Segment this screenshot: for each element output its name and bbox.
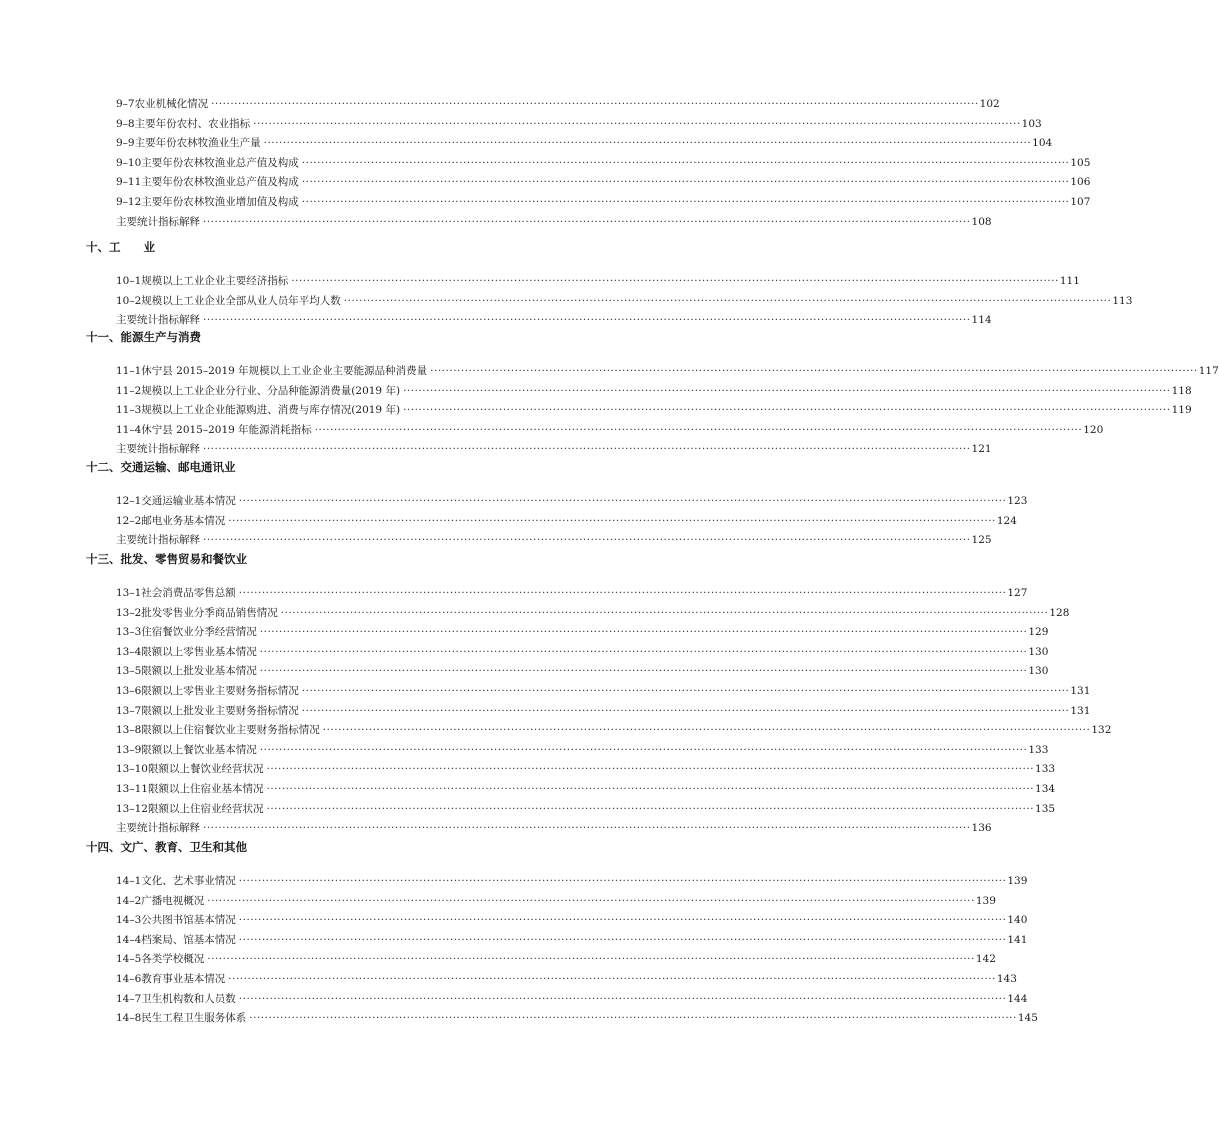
- dot-leader: ········································································································································································································: [211, 98, 979, 110]
- dot-leader: ········································································································································································································: [203, 822, 971, 835]
- entry-number: 14–4: [116, 933, 142, 946]
- entry-title: 公共图书馆基本情况: [141, 914, 236, 927]
- entry-title: 限额以上零售业主要财务指标情况: [141, 685, 299, 697]
- entry-page-number: 103: [1021, 117, 1042, 130]
- toc-entry[interactable]: [116, 800, 1056, 820]
- dot-leader: ········································································································································································································: [203, 215, 971, 228]
- entry-page-number: 107: [1070, 196, 1091, 208]
- dot-leader: ········································································································································································································: [203, 534, 971, 547]
- entry-title: 限额以上批发业主要财务指标情况: [141, 704, 299, 717]
- entry-title: 限额以上餐饮业基本情况: [141, 743, 257, 756]
- dot-leader: ········································································································································································································: [301, 176, 1070, 189]
- toc-entry[interactable]: [116, 970, 1017, 990]
- entry-page-number: 144: [1007, 992, 1028, 1005]
- entry-title: 主要年份农林牧渔业生产量: [134, 137, 261, 150]
- section-heading: 十四、文广、教育、卫生和其他: [86, 840, 247, 854]
- toc-entry[interactable]: [116, 682, 1091, 702]
- entry-page-number: 108: [971, 215, 992, 228]
- entry-page-number: 114: [971, 314, 992, 327]
- toc-entry[interactable]: [116, 173, 1091, 193]
- entry-number: 13–9: [116, 743, 142, 756]
- dot-leader: ········································································································································································································: [228, 514, 996, 527]
- dot-leader: ········································································································································································································: [238, 495, 1007, 507]
- toc-entry[interactable]: [116, 401, 1192, 421]
- entry-page-number: 132: [1091, 724, 1112, 737]
- entry-number: 13–4: [116, 645, 142, 658]
- toc-entry[interactable]: [116, 892, 996, 912]
- entry-page-number: 118: [1171, 384, 1192, 397]
- toc-entry[interactable]: [116, 643, 1049, 663]
- dot-leader: ········································································································································································································: [322, 724, 1091, 737]
- dot-leader: ········································································································································································································: [280, 606, 1049, 619]
- entry-page-number: 105: [1070, 156, 1091, 169]
- entry-page-number: 123: [1007, 495, 1028, 507]
- toc-entry[interactable]: [116, 662, 1049, 682]
- entry-page-number: 121: [971, 443, 992, 456]
- entry-title: 住宿餐饮业分季经营情况: [141, 626, 257, 639]
- entry-page-number: 139: [975, 894, 996, 907]
- entry-number: 13–5: [116, 665, 142, 678]
- entry-title: 主要年份农村、农业指标: [134, 117, 251, 130]
- toc-entry[interactable]: [116, 604, 1070, 624]
- entry-number: 13–12: [116, 802, 148, 815]
- toc-entry[interactable]: [116, 272, 1080, 292]
- entry-page-number: 134: [1035, 783, 1056, 795]
- entry-title: 农业机械化情况: [134, 98, 209, 110]
- entry-page-number: 136: [971, 822, 992, 835]
- dot-leader: ········································································································································································································: [263, 137, 1032, 150]
- entry-title: 主要统计指标解释: [116, 534, 200, 547]
- entry-title: 社会消费品零售总额: [141, 587, 236, 599]
- dot-leader: ········································································································································································································: [266, 763, 1035, 776]
- entry-page-number: 133: [1028, 743, 1049, 756]
- dot-leader: ········································································································································································································: [343, 294, 1112, 307]
- entry-number: 13–7: [116, 704, 142, 717]
- entry-page-number: 139: [1007, 875, 1028, 887]
- entry-title: 主要年份农林牧渔业增加值及构成: [141, 196, 299, 208]
- entry-number: 14–7: [116, 992, 142, 1005]
- dot-leader: ········································································································································································································: [259, 665, 1028, 678]
- entry-page-number: 145: [1017, 1012, 1038, 1025]
- entry-number: 12–1: [116, 495, 142, 507]
- entry-page-number: 124: [996, 514, 1017, 527]
- dot-leader: ········································································································································································································: [203, 443, 971, 456]
- entry-number: 9–7: [116, 98, 135, 110]
- dot-leader: ········································································································································································································: [259, 743, 1028, 756]
- toc-entry[interactable]: [116, 134, 1053, 154]
- toc-entry[interactable]: [116, 362, 1219, 382]
- entry-number: 11–2: [116, 384, 142, 397]
- toc-entry[interactable]: [116, 1009, 1038, 1029]
- toc-entry[interactable]: [116, 780, 1056, 800]
- dot-leader: ········································································································································································································: [266, 783, 1035, 795]
- dot-leader: ········································································································································································································: [291, 275, 1059, 287]
- entry-page-number: 141: [1007, 933, 1028, 946]
- entry-page-number: 131: [1070, 704, 1091, 717]
- dot-leader: ········································································································································································································: [259, 645, 1028, 658]
- entry-title: 主要统计指标解释: [116, 822, 200, 835]
- entry-number: 9–11: [116, 176, 142, 189]
- entry-title: 限额以上零售业基本情况: [141, 645, 257, 658]
- entry-title: 交通运输业基本情况: [141, 495, 236, 507]
- entry-title: 主要统计指标解释: [116, 443, 200, 456]
- toc-entry[interactable]: [116, 193, 1091, 213]
- entry-number: 11–3: [116, 404, 142, 417]
- entry-number: 9–9: [116, 137, 135, 150]
- entry-number: 13–11: [116, 783, 148, 795]
- section-heading: 十一、能源生产与消费: [86, 330, 201, 344]
- entry-number: 10–1: [116, 275, 142, 287]
- entry-title: 文化、艺术事业情况: [141, 875, 236, 887]
- dot-leader: ········································································································································································································: [238, 875, 1007, 887]
- entry-page-number: 120: [1083, 423, 1104, 436]
- entry-title: 主要年份农林牧渔业总产值及构成: [141, 156, 299, 169]
- entry-page-number: 130: [1028, 645, 1049, 658]
- entry-title: 批发零售业分季商品销售情况: [141, 606, 278, 619]
- section-heading: 十三、批发、零售贸易和餐饮业: [86, 552, 247, 566]
- toc-entry[interactable]: [116, 911, 1028, 931]
- toc-entry[interactable]: [116, 115, 1042, 135]
- dot-leader: ········································································································································································································: [301, 196, 1070, 208]
- entry-title: 邮电业务基本情况: [141, 514, 226, 527]
- toc-entry[interactable]: [116, 741, 1049, 761]
- entry-page-number: 129: [1028, 626, 1049, 639]
- dot-leader: ········································································································································································································: [207, 894, 975, 907]
- toc-entry[interactable]: [116, 721, 1112, 741]
- dot-leader: ········································································································································································································: [259, 626, 1028, 639]
- toc-entry[interactable]: [116, 95, 1000, 115]
- toc-entry[interactable]: [116, 421, 1104, 441]
- toc-entry[interactable]: [116, 154, 1091, 174]
- entry-title: 卫生机构数和人员数: [141, 992, 236, 1005]
- dot-leader: ········································································································································································································: [203, 314, 971, 327]
- entry-title: 规模以上工业企业全部从业人员年平均人数: [141, 294, 341, 307]
- entry-title: 各类学校概况: [141, 953, 205, 966]
- entry-number: 14–5: [116, 953, 142, 966]
- entry-number: 9–12: [116, 196, 142, 208]
- entry-page-number: 119: [1171, 404, 1192, 417]
- entry-page-number: 140: [1007, 914, 1028, 927]
- toc-entry[interactable]: [116, 872, 1028, 892]
- toc-entry[interactable]: [116, 512, 1017, 532]
- entry-page-number: 117: [1198, 365, 1219, 377]
- dot-leader: ········································································································································································································: [228, 973, 996, 985]
- entry-title: 档案局、馆基本情况: [141, 933, 236, 946]
- dot-leader: ········································································································································································································: [403, 404, 1171, 417]
- dot-leader: ········································································································································································································: [238, 992, 1007, 1005]
- entry-title: 广播电视概况: [141, 894, 205, 907]
- toc-entry[interactable]: [116, 950, 996, 970]
- dot-leader: ········································································································································································································: [266, 802, 1035, 815]
- dot-leader: ········································································································································································································: [238, 933, 1007, 946]
- entry-page-number: 130: [1028, 665, 1049, 678]
- entry-title: 主要统计指标解释: [116, 314, 200, 327]
- dot-leader: ········································································································································································································: [301, 685, 1070, 697]
- entry-title: 休宁县 2015–2019 年规模以上工业企业主要能源品种消费量: [141, 365, 428, 377]
- entry-page-number: 113: [1112, 294, 1133, 307]
- dot-leader: ········································································································································································································: [430, 365, 1198, 377]
- section-heading: 十、工 业: [86, 240, 155, 254]
- entry-title: 限额以上住宿餐饮业主要财务指标情况: [141, 724, 320, 737]
- toc-entry[interactable]: [116, 382, 1192, 402]
- entry-number: 10–2: [116, 294, 142, 307]
- entry-number: 14–2: [116, 894, 142, 907]
- entry-number: 12–2: [116, 514, 142, 527]
- dot-leader: ········································································································································································································: [238, 914, 1007, 927]
- section-heading: 十二、交通运输、邮电通讯业: [86, 460, 236, 474]
- entry-page-number: 133: [1035, 763, 1056, 776]
- dot-leader: ········································································································································································································: [403, 384, 1171, 397]
- entry-title: 规模以上工业企业分行业、分品种能源消费量(2019 年): [141, 384, 401, 397]
- dot-leader: ········································································································································································································: [301, 156, 1070, 169]
- entry-title: 休宁县 2015–2019 年能源消耗指标: [141, 423, 312, 436]
- entry-number: 14–8: [116, 1012, 142, 1025]
- toc-entry[interactable]: [116, 584, 1028, 604]
- toc-entry[interactable]: [116, 990, 1028, 1010]
- entry-title: 限额以上住宿业基本情况: [147, 783, 264, 795]
- toc-entry[interactable]: [116, 623, 1049, 643]
- entry-page-number: 111: [1059, 275, 1080, 287]
- toc-entry[interactable]: [116, 760, 1056, 780]
- entry-number: 9–10: [116, 156, 142, 169]
- entry-number: 14–3: [116, 914, 142, 927]
- entry-number: 13–3: [116, 626, 142, 639]
- entry-number: 13–1: [116, 587, 142, 599]
- entry-page-number: 106: [1070, 176, 1091, 189]
- toc-entry[interactable]: [116, 311, 992, 331]
- entry-page-number: 127: [1007, 587, 1028, 599]
- entry-title: 教育事业基本情况: [141, 973, 226, 985]
- entry-page-number: 128: [1049, 606, 1070, 619]
- entry-title: 规模以上工业企业主要经济指标: [141, 275, 289, 287]
- entry-page-number: 125: [971, 534, 992, 547]
- entry-number: 13–2: [116, 606, 142, 619]
- entry-page-number: 135: [1035, 802, 1056, 815]
- entry-number: 13–6: [116, 685, 142, 697]
- entry-page-number: 131: [1070, 685, 1091, 697]
- entry-number: 13–8: [116, 724, 142, 737]
- entry-title: 主要统计指标解释: [116, 215, 200, 228]
- entry-number: 14–1: [116, 875, 142, 887]
- entry-number: 11–4: [116, 423, 142, 436]
- entry-title: 主要年份农林牧渔业总产值及构成: [141, 176, 299, 189]
- dot-leader: ········································································································································································································: [301, 704, 1070, 717]
- entry-page-number: 102: [979, 98, 1000, 110]
- toc-entry[interactable]: [116, 492, 1028, 512]
- dot-leader: ········································································································································································································: [238, 587, 1007, 599]
- entry-title: 限额以上住宿业经营状况: [147, 802, 264, 815]
- entry-title: 民生工程卫生服务体系: [141, 1012, 247, 1025]
- toc-entry[interactable]: [116, 702, 1091, 722]
- toc-entry[interactable]: [116, 292, 1133, 312]
- dot-leader: ········································································································································································································: [249, 1012, 1017, 1025]
- entry-page-number: 143: [996, 973, 1017, 985]
- dot-leader: ········································································································································································································: [314, 423, 1083, 436]
- toc-entry[interactable]: [116, 931, 1028, 951]
- entry-number: 9–8: [116, 117, 135, 130]
- entry-title: 限额以上批发业基本情况: [141, 665, 257, 678]
- entry-page-number: 142: [975, 953, 996, 966]
- dot-leader: ········································································································································································································: [253, 117, 1021, 130]
- entry-title: 规模以上工业企业能源购进、消费与库存情况(2019 年): [141, 404, 401, 417]
- toc-entry[interactable]: [116, 213, 992, 233]
- entry-number: 13–10: [116, 763, 148, 776]
- entry-number: 14–6: [116, 973, 142, 985]
- entry-title: 限额以上餐饮业经营状况: [147, 763, 264, 776]
- entry-page-number: 104: [1032, 137, 1053, 150]
- dot-leader: ········································································································································································································: [207, 953, 975, 966]
- entry-number: 11–1: [116, 365, 142, 377]
